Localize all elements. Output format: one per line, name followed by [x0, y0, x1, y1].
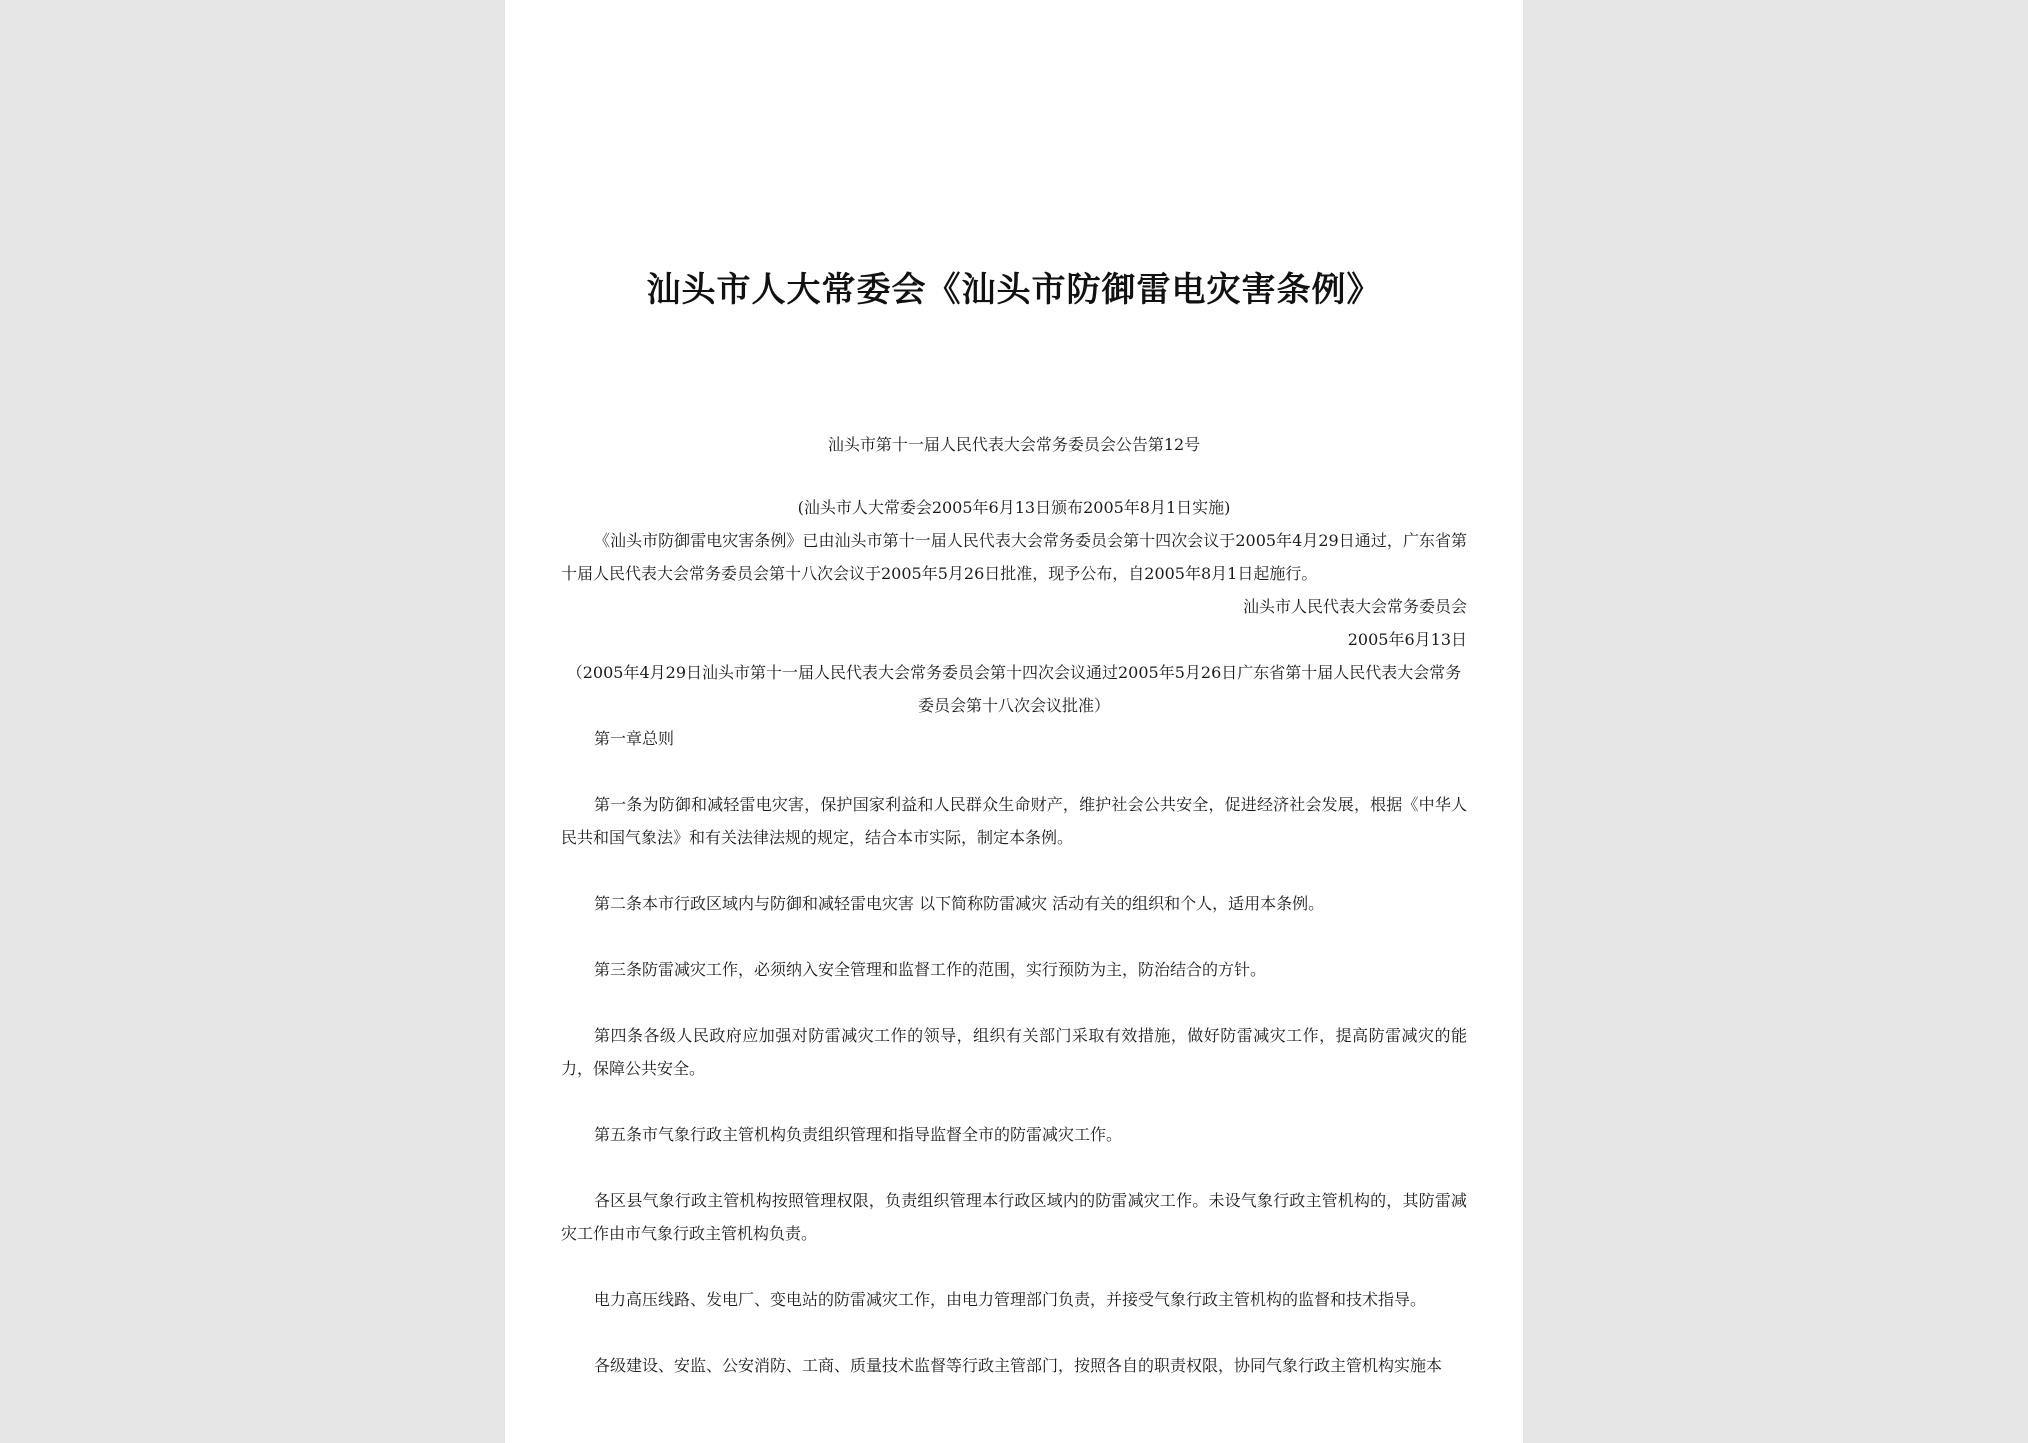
article-paragraph: 电力高压线路、发电厂、变电站的防雷减灾工作，由电力管理部门负责，并接受气象行政主管机构的监督和技术指导。	[594, 1290, 1427, 1309]
article-paragraph: 第二条本市行政区域内与防御和减轻雷电灾害 以下简称防雷减灾 活动有关的组织和个人，适用本条例。	[594, 894, 1325, 913]
spacer	[561, 1151, 1467, 1184]
document-body	[561, 428, 1467, 1382]
intro-paragraph: 《汕头市防御雷电灾害条例》已由汕头市第十一届人民代表大会常务委员会第十四次会议于2005年4月29日通过，广东省第十届人民代表大会常务委员会第十八次会议于2005年5月26日批准，现予公布，自2005年8月1日起施行。	[561, 531, 1467, 583]
article-paragraph: 各级建设、安监、公安消防、工商、质量技术监督等行政主管部门，按照各自的职责权限，协同气象行政主管机构实施本	[594, 1356, 1443, 1375]
article-paragraph: 第三条防雷减灾工作，必须纳入安全管理和监督工作的范围，实行预防为主，防治结合的方针。	[594, 960, 1267, 979]
enactment-note: (汕头市人大常委会2005年6月13日颁布2005年8月1日实施)	[797, 498, 1231, 517]
spacer	[561, 1316, 1467, 1349]
article-paragraph: 第五条市气象行政主管机构负责组织管理和指导监督全市的防雷减灾工作。	[594, 1125, 1123, 1144]
spacer	[561, 920, 1467, 953]
issue-date: 2005年6月13日	[1347, 630, 1467, 649]
chapter-heading: 第一章总则	[594, 729, 675, 748]
spacer	[561, 755, 1467, 788]
issuer-signature: 汕头市人民代表大会常务委员会	[1242, 597, 1467, 616]
approval-note: （2005年4月29日汕头市第十一届人民代表大会常务委员会第十四次会议通过2005年5月26日广东省第十届人民代表大会常务委员会第十八次会议批准）	[566, 663, 1462, 715]
spacer	[561, 986, 1467, 1019]
article-paragraph: 各区县气象行政主管机构按照管理权限，负责组织管理本行政区域内的防雷减灾工作。未设气象行政主管机构的，其防雷减灾工作由市气象行政主管机构负责。	[561, 1191, 1467, 1243]
announcement-line: 汕头市第十一届人民代表大会常务委员会公告第12号	[827, 435, 1201, 454]
article-paragraph: 第一条为防御和减轻雷电灾害，保护国家利益和人民群众生命财产，维护社会公共安全，促进经济社会发展，根据《中华人民共和国气象法》和有关法律法规的规定，结合本市实际，制定本条例。	[561, 795, 1467, 847]
document-title: 汕头市人大常委会《汕头市防御雷电灾害条例》	[646, 270, 1382, 310]
document-page	[505, 0, 1523, 1443]
spacer	[561, 1250, 1467, 1283]
article-paragraph: 第四条各级人民政府应加强对防雷减灾工作的领导，组织有关部门采取有效措施，做好防雷减灾工作，提高防雷减灾的能力，保障公共安全。	[561, 1026, 1467, 1078]
spacer	[561, 1085, 1467, 1118]
spacer	[561, 854, 1467, 887]
